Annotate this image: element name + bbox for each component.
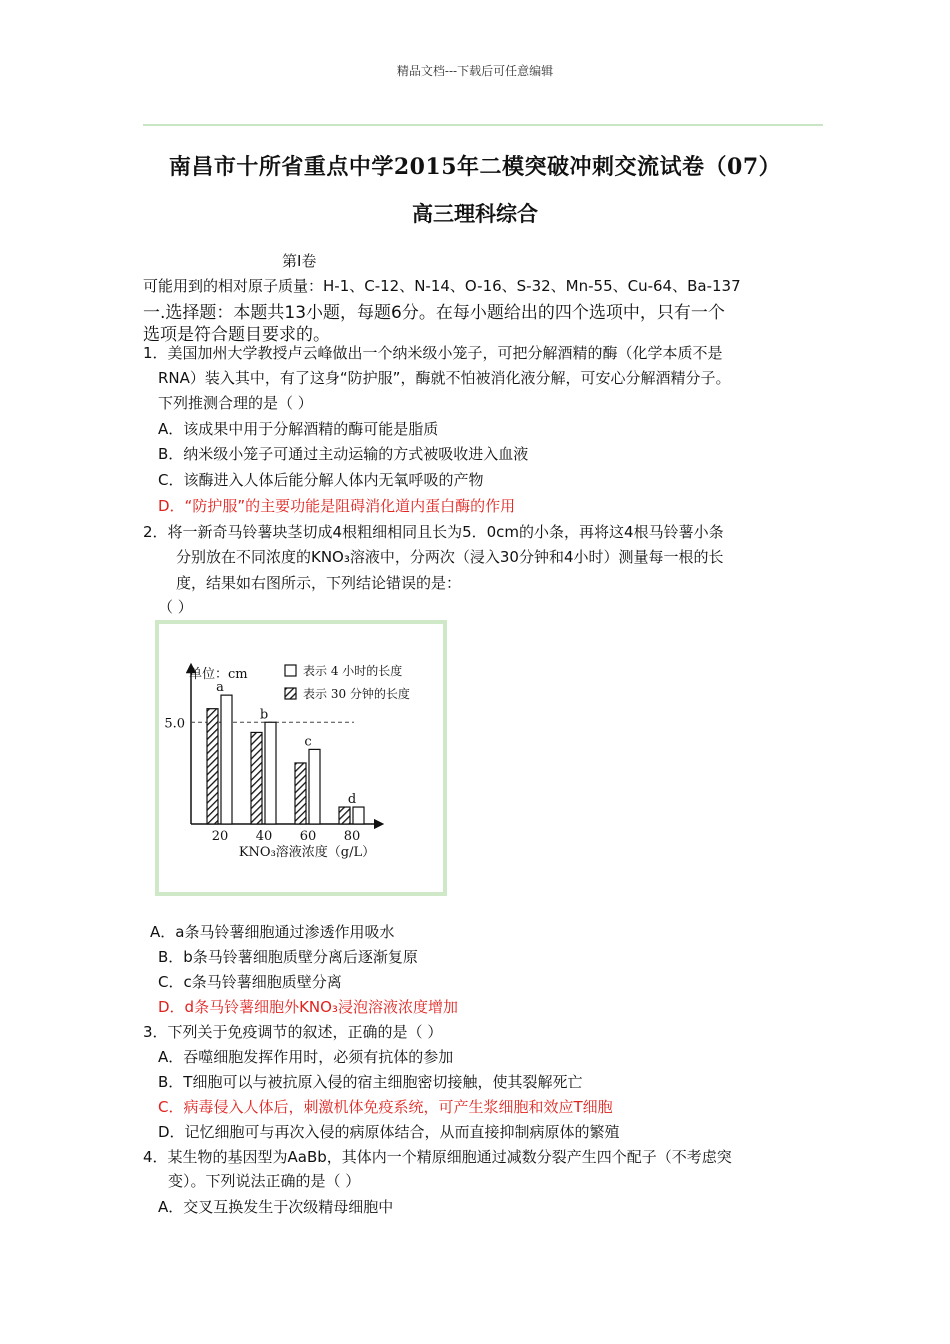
q3-option-b: B．T细胞可以与被抗原入侵的宿主细胞密切接触，使其裂解死亡 (158, 1073, 583, 1091)
q1-option-c: C．该酶进入人体后能分解人体内无氧呼吸的产物 (158, 471, 484, 489)
page-subtitle: 高三理科综合 (412, 201, 538, 226)
q2-stem-line-1: 2．将一新奇马铃薯块茎切成4根粗细相同且长为5．0cm的小条，再将这4根马铃薯小条 (143, 523, 724, 541)
legend-open-swatch (285, 665, 296, 676)
reference-label: 5.0 (164, 716, 185, 732)
x-tick-20: 20 (211, 829, 229, 844)
bar-letter-b: b (259, 707, 269, 723)
volume-label: 第Ⅰ卷 (282, 252, 317, 270)
bar-4h-80 (353, 807, 364, 824)
q3-option-d: D．记忆细胞可与再次入侵的病原体结合，从而直接抑制病原体的繁殖 (158, 1123, 620, 1141)
page-title: 南昌市十所省重点中学2015年二模突破冲刺交流试卷（07） (168, 154, 782, 180)
q4-stem-line-2: 变）。下列说法正确的是（ ） (168, 1172, 361, 1190)
q4-option-a: A．交叉互换发生于次级精母细胞中 (158, 1198, 394, 1216)
bar-30min-60 (295, 763, 306, 824)
q1-stem-line-2: RNA）装入其中，有了这身“防护服”，酶就不怕被消化液分解，可安心分解酒精分子。 (158, 369, 731, 387)
q1-option-b: B．纳米级小笼子可通过主动运输的方式被吸收进入血液 (158, 445, 529, 463)
x-axis-label: KNO₃溶液浓度（g/L） (238, 845, 376, 860)
bar-letter-a: a (216, 680, 224, 696)
instructions-line-1: 一.选择题：本题共13小题，每题6分。在每小题给出的四个选项中，只有一个 (143, 303, 725, 323)
bar-30min-20 (207, 709, 218, 824)
q2-option-b: B．b条马铃薯细胞质壁分离后逐渐复原 (158, 948, 418, 966)
bar-4h-60 (309, 749, 320, 824)
bar-30min-40 (251, 732, 262, 824)
x-tick-80: 80 (343, 829, 361, 844)
bar-30min-80 (339, 807, 350, 824)
q3-stem: 3．下列关于免疫调节的叙述，正确的是（ ） (143, 1023, 443, 1041)
legend-hatched-swatch (285, 688, 296, 699)
q1-stem-line-1: 1．美国加州大学教授卢云峰做出一个纳米级小笼子，可把分解酒精的酶（化学本质不是 (143, 344, 723, 362)
q4-stem-line-1: 4．某生物的基因型为AaBb，其体内一个精原细胞通过减数分裂产生四个配子（不考虑突 (143, 1148, 732, 1166)
q1-option-a: A．该成果中用于分解酒精的酶可能是脂质 (158, 420, 439, 438)
chart-unit-label: 单位：cm (189, 667, 248, 682)
legend-30min: 表示 30 分钟的长度 (303, 687, 410, 701)
q1-option-d: D．“防护服”的主要功能是阻碍消化道内蛋白酶的作用 (158, 497, 516, 515)
header-divider (143, 124, 823, 126)
bar-letter-d: d (347, 792, 357, 808)
bar-4h-20 (221, 695, 232, 824)
q2-stem-line-2: 分别放在不同浓度的KNO₃溶液中，分两次（浸入30分钟和4小时）测量每一根的长 (176, 548, 724, 566)
q2-option-a: A．a条马铃薯细胞通过渗透作用吸水 (150, 923, 395, 941)
q2-chart-figure (155, 620, 447, 896)
q2-stem-line-4: （ ） (158, 598, 193, 616)
q3-option-a: A．吞噬细胞发挥作用时，必须有抗体的参加 (158, 1048, 454, 1066)
q2-option-d: D．d条马铃薯细胞外KNO₃浸泡溶液浓度增加 (158, 998, 458, 1016)
bar-letter-c: c (304, 734, 312, 750)
q2-option-c: C．c条马铃薯细胞质壁分离 (158, 973, 342, 991)
watermark: 精品文档---下载后可任意编辑 (396, 64, 554, 78)
instructions-line-2: 选项是符合题目要求的。 (143, 325, 330, 345)
bar-4h-40 (265, 722, 276, 824)
atomic-masses: 可能用到的相对原子质量：H-1、C-12、N-14、O-16、S-32、Mn-55、Cu-64、Ba-137 (143, 277, 741, 295)
q2-stem-line-3: 度，结果如右图所示，下列结论错误的是： (176, 574, 462, 592)
q3-option-c: C．病毒侵入人体后，刺激机体免疫系统，可产生浆细胞和效应T细胞 (158, 1098, 613, 1116)
x-tick-60: 60 (299, 829, 317, 844)
legend-4h: 表示 4 小时的长度 (303, 664, 403, 678)
q1-stem-line-3: 下列推测合理的是（ ） (158, 394, 313, 412)
x-tick-40: 40 (255, 829, 273, 844)
